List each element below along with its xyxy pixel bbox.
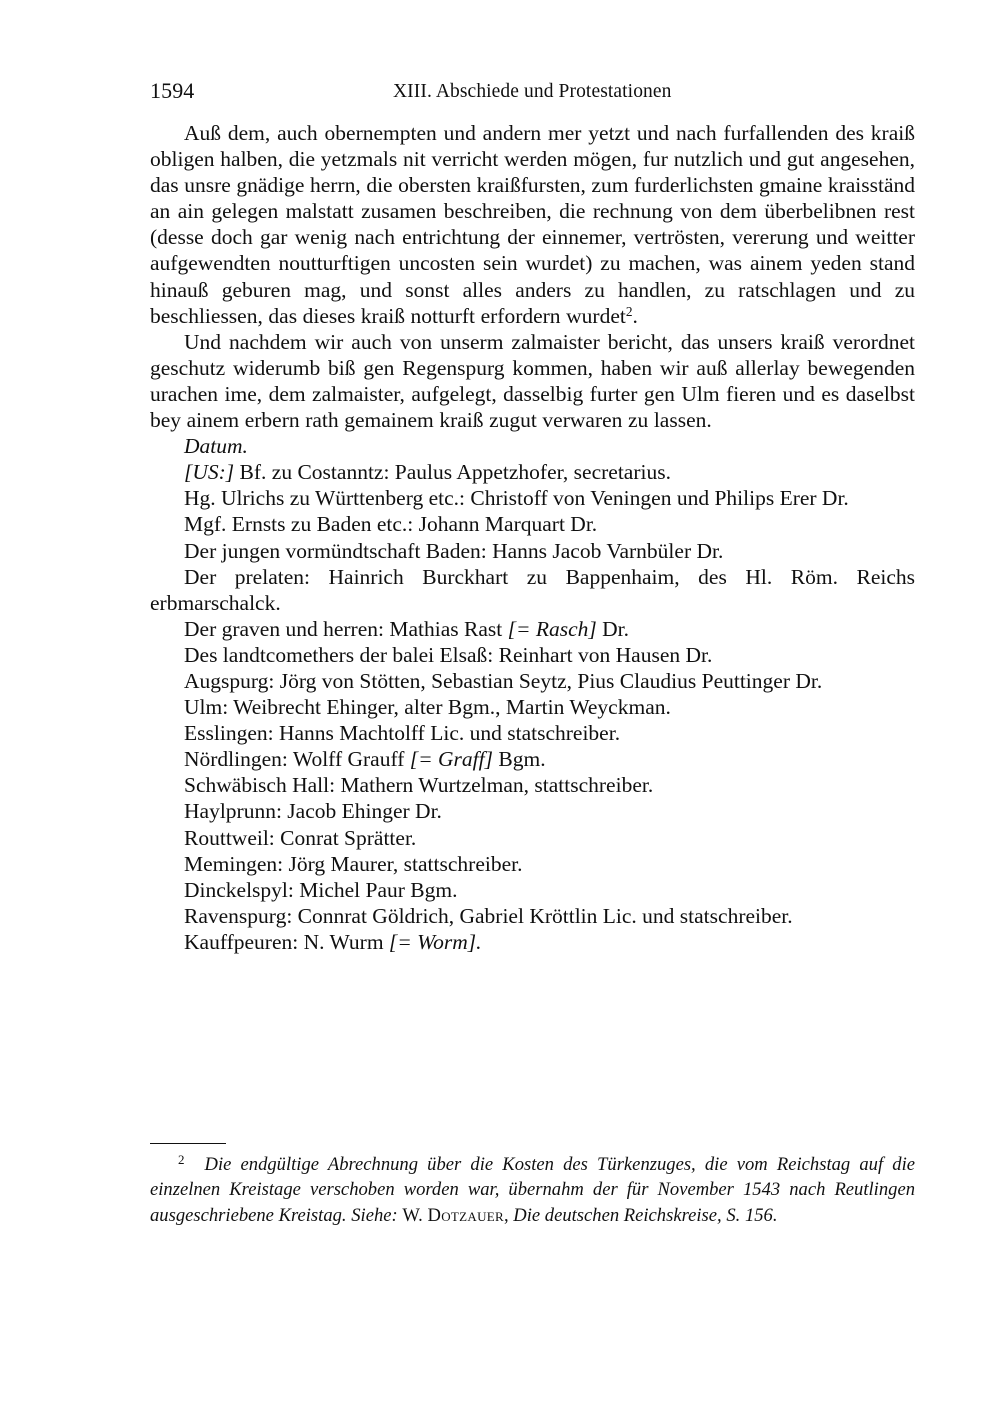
footnote-text-3: , S. 156. [717, 1204, 778, 1226]
graven-suffix: Dr. [596, 616, 630, 641]
entry-landtcomethers: Des landtcomethers der balei Elsaß: Reinhart von Hausen Dr. [184, 642, 713, 667]
footnote-number: 2 [178, 1152, 185, 1168]
datum-label: Datum. [184, 434, 248, 459]
kauffpeuren-prefix: Kauffpeuren: N. Wurm [184, 929, 389, 954]
entry-augspurg: Augspurg: Jörg von Stötten, Sebastian Seytz, Pius Claudius Peuttinger Dr. [184, 668, 823, 693]
entry-haylprunn: Haylprunn: Jacob Ehinger Dr. [184, 799, 442, 824]
page-number: 1594 [150, 78, 195, 103]
entry-datum [150, 433, 915, 459]
footnote-marker-2[interactable]: 2 [625, 303, 633, 319]
entry-noerdlingen [150, 746, 915, 772]
footnote-text-1: Die endgültige Abrechnung über die Kosten des Türkenzuges, die vom Reichstag auf die einzelnen Kreistage verschoben worden war, übernahm der für November 1543 nach Reutlingen ausgeschriebene Kreistag. Siehe: [150, 1154, 915, 1226]
paragraph-2: Und nachdem wir auch von unserm zalmaister bericht, das unsers kraiß verordnet geschutz widerumb biß gen Regenspurg kommen, haben wir auß allerlay bewegenden urachen ime, dem zalmaister, aufgelegt, dasselbig furter gen Ulm fieren und es daselbst bey ainem erbern rath gemainem kraiß zugut verwaren zu lassen. [150, 329, 915, 433]
paragraph-1 [150, 120, 915, 329]
running-title: XIII. Abschiede und Protestationen [393, 81, 672, 102]
entry-ulm: Ulm: Weibrecht Ehinger, alter Bgm., Martin Weyckman. [184, 695, 671, 720]
graven-gloss: [= Rasch] [507, 616, 597, 641]
entry-memingen: Memingen: Jörg Maurer, stattschreiber. [184, 851, 523, 876]
entry-routtweil: Routtweil: Conrat Sprätter. [184, 825, 417, 850]
entry-kauffpeuren [150, 929, 915, 955]
entry-graven-und-herren [150, 616, 915, 642]
graven-prefix: Der graven und herren: Mathias Rast [184, 616, 508, 641]
noerdlingen-suffix: Bgm. [493, 747, 546, 772]
kauffpeuren-gloss: [= Worm]. [388, 929, 482, 954]
noerdlingen-prefix: Nördlingen: Wolff Grauff [184, 747, 410, 772]
us-text: Bf. zu Costanntz: Paulus Appetzhofer, secretarius. [234, 460, 671, 485]
footnote-author-initial: W. [402, 1204, 428, 1226]
us-label: [US:] [184, 460, 235, 485]
entry-vormuendtschaft-baden: Der jungen vormündtschaft Baden: Hanns Jacob Varnbüler Dr. [184, 538, 724, 563]
entry-us [150, 459, 915, 485]
entry-dinckelspyl: Dinckelspyl: Michel Paur Bgm. [184, 877, 458, 902]
paragraph-1-text: Auß dem, auch obernempten und andern mer yetzt und nach furfallenden des kraiß obligen halben, die yetzmals nit verricht werden mögen, fur nutzlich und gut angesehen, das unsre gnädige herrn, die obersten kraißfursten, zum furderlichsten gmaine kraisständ an ain gelegen malstatt zusamen beschreiben, die rechnung von dem überbelibnen rest (desse doch gar wenig nach entrichtung der einnemer, vertrösten, vererung und weitter aufgewendten noutturftigen uncosten sein wurdet) zu machen, was ainem yeden stand hinauß geburen mag, und sonst alles anders zu handlen, zu ratschlagen und zu beschliessen, das dieses kraiß notturft erfordern wurdet [150, 121, 915, 328]
entry-ravenspurg: Ravenspurg: Connrat Göldrich, Gabriel Kröttlin Lic. und statschreiber. [184, 903, 793, 928]
entry-prelaten: Der prelaten: Hainrich Burckhart zu Bappenhaim, des Hl. Röm. Reichs erbmarschalck. [150, 564, 915, 615]
footnote-separator-rule [150, 1143, 226, 1144]
noerdlingen-gloss: [= Graff] [409, 747, 493, 772]
text-block [150, 120, 915, 955]
running-head [150, 78, 915, 104]
footnote-work-title: Die deutschen Reichskreise [513, 1204, 718, 1226]
entry-schwaebisch-hall: Schwäbisch Hall: Mathern Wurtzelman, stattschreiber. [184, 773, 654, 798]
entry-baden: Mgf. Ernsts zu Baden etc.: Johann Marquart Dr. [184, 512, 598, 537]
footnote-author-name: Dotzauer [427, 1204, 504, 1226]
paragraph-1-tail: . [632, 303, 638, 328]
footnote-text-2: , [503, 1204, 514, 1226]
footnote-2 [150, 1152, 915, 1228]
entry-wuerttenberg: Hg. Ulrichs zu Württenberg etc.: Christoff von Veningen und Philips Erer Dr. [184, 486, 849, 511]
entry-esslingen: Esslingen: Hanns Machtolff Lic. und statschreiber. [184, 721, 621, 746]
